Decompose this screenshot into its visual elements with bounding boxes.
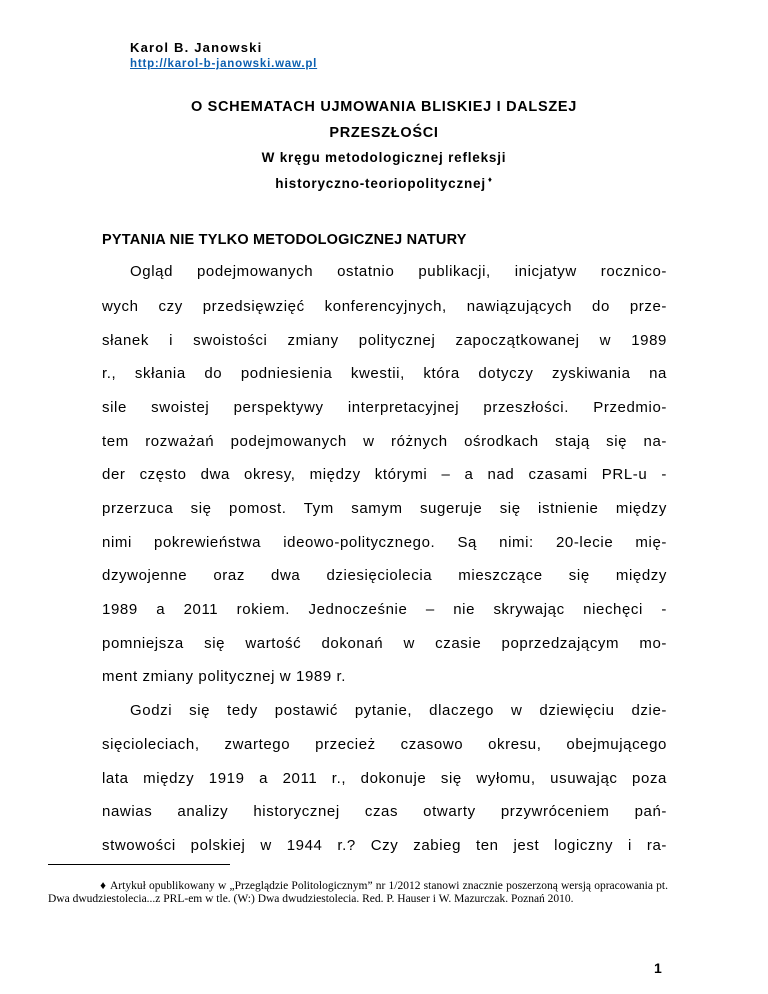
paragraph-2-line: sięcioleciach, zwartego przecież czasowo okresu, obejmującego	[102, 736, 667, 753]
subtitle-line-1: W kręgu metodologicznej refleksji	[261, 150, 507, 165]
paragraph-2-line: lata między 1919 a 2011 r., dokonuje się wyłomu, usuwając poza	[102, 770, 667, 787]
paragraph-1-line: ment zmiany politycznej w 1989 r.	[102, 668, 347, 685]
footnote	[48, 880, 668, 906]
paragraph-1-line: dzywojenne oraz dwa dziesięciolecia mieszczące się między	[102, 567, 667, 584]
author-website-link[interactable]: http://karol-b-janowski.waw.pl	[130, 58, 318, 70]
paragraph-2-line: nawias analizy historycznej czas otwarty przywróceniem pań-	[102, 803, 667, 820]
paragraph-2-line: stwowości polskiej w 1944 r.? Czy zabieg ten jest logiczny i ra-	[102, 837, 667, 854]
paragraph-1-line: 1989 a 2011 rokiem. Jednocześnie – nie skrywając niechęci -	[102, 601, 667, 618]
subtitle-line-2-text: historyczno-teoriopolitycznej	[275, 176, 486, 191]
paragraph-1-line: przerzuca się pomost. Tym samym sugeruje się istnienie między	[102, 500, 667, 517]
title-line-2: PRZESZŁOŚCI	[329, 125, 439, 141]
paragraph-1-line: wych czy przedsięwzięć konferencyjnych, nawiązujących do prze-	[102, 298, 667, 315]
subtitle-line-2	[0, 175, 768, 191]
footnote-text: Artykuł opublikowany w „Przeglądzie Politologicznym” nr 1/2012 stanowi znacznie poszerzoną wersją opracowania pt. Dwa dwudziestolecia...z PRL-em w tle. (W:) Dwa dwudziestolecia. Red. P. Hauser i W. Mazurczak. Poznań 2010.	[48, 880, 668, 905]
section-heading: PYTANIA NIE TYLKO METODOLOGICZNEJ NATURY	[102, 232, 467, 248]
paragraph-1-line: tem rozważań podejmowanych w różnych ośrodkach stają się na-	[102, 433, 667, 450]
paragraph-1-line: der często dwa okresy, między którymi – a nad czasami PRL-u -	[102, 466, 667, 483]
paragraph-1-line: r., skłania do podniesienia kwestii, która dotyczy zyskiwania na	[102, 365, 667, 382]
paragraph-1-line: słanek i swoistości zmiany politycznej zapoczątkowanej w 1989	[102, 332, 667, 349]
paragraph-1-line: Ogląd podejmowanych ostatnio publikacji, inicjatyw rocznico-	[130, 263, 667, 280]
footnote-reference-marker[interactable]: ♦	[487, 175, 493, 184]
footnote-separator	[48, 864, 230, 865]
footnote-marker: ♦	[100, 880, 106, 892]
page-number: 1	[654, 960, 662, 976]
paragraph-1-line: sile swoistej perspektywy interpretacyjnej przeszłości. Przedmio-	[102, 399, 667, 416]
paragraph-1-line: pomniejsza się wartość dokonań w czasie poprzedzającym mo-	[102, 635, 667, 652]
paragraph-1-line: nimi pokrewieństwa ideowo-politycznego. Są nimi: 20-lecie mię-	[102, 534, 667, 551]
paragraph-2-line: Godzi się tedy postawić pytanie, dlaczego w dziewięciu dzie-	[130, 702, 667, 719]
title-line-1: O SCHEMATACH UJMOWANIA BLISKIEJ I DALSZEJ	[190, 99, 578, 115]
author-name: Karol B. Janowski	[130, 40, 263, 55]
